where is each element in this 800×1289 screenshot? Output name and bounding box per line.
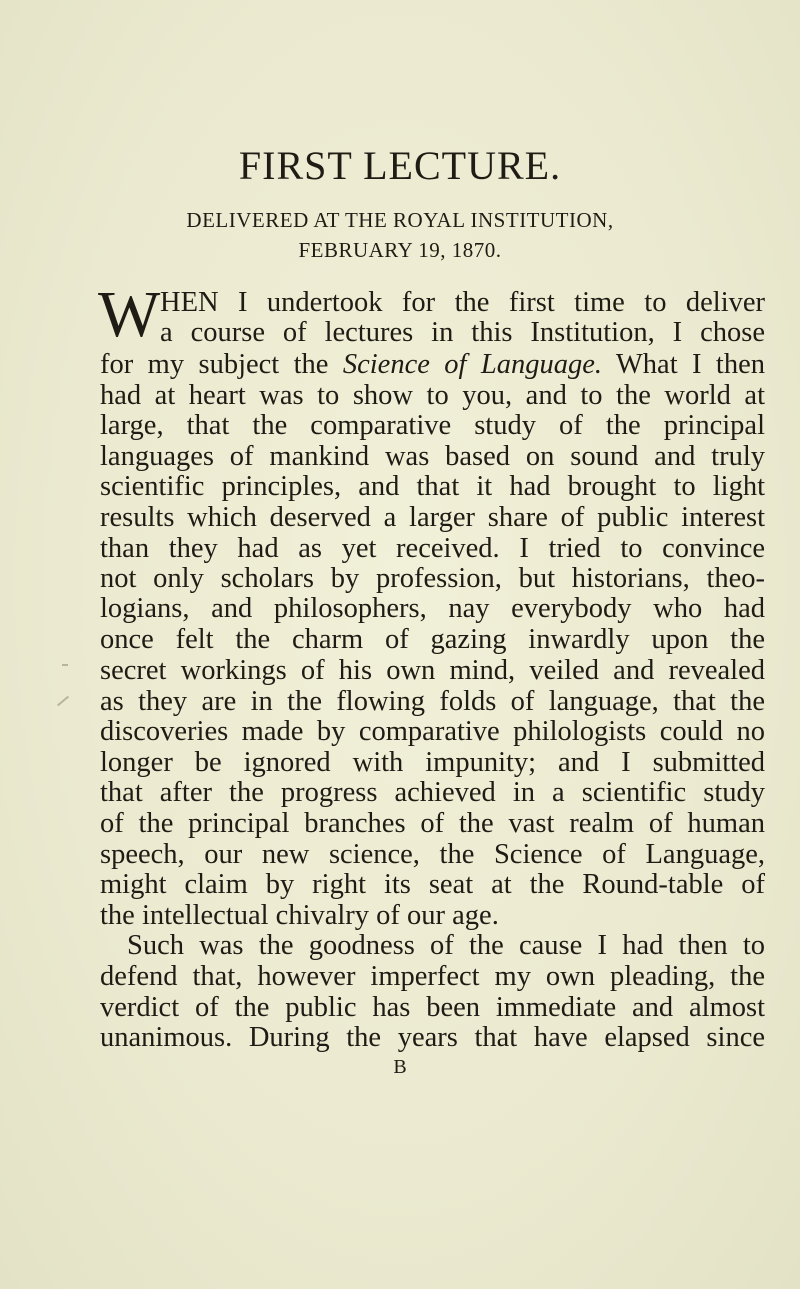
text-line-3-prefix: for my subject the xyxy=(100,349,343,380)
text-line-6: languages of mankind was based on sound and truly xyxy=(100,441,765,472)
text-line-8: results which deserved a larger share of public interest xyxy=(100,502,765,533)
text-line-25: unanimous. During the years that have elapsed since xyxy=(100,1022,765,1053)
text-line-7: scientific principles, and that it had brought to light xyxy=(100,471,765,502)
text-line-10: not only scholars by profession, but historians, theo- xyxy=(100,563,765,594)
drop-cap: W xyxy=(98,278,161,351)
margin-mark xyxy=(62,664,68,666)
text-line-19: speech, our new science, the Science of Language, xyxy=(100,839,765,870)
text-line-5: large, that the comparative study of the principal xyxy=(100,410,765,441)
margin-stroke xyxy=(57,696,69,707)
text-line-16: longer be ignored with impunity; and I submitted xyxy=(100,747,765,778)
text-line-24: verdict of the public has been immediate and almost xyxy=(100,992,765,1023)
text-line-15: discoveries made by comparative philologists could no xyxy=(100,716,765,747)
text-line-21: the intellectual chivalry of our age. xyxy=(100,900,499,931)
text-line-3-suffix: What I then xyxy=(602,349,766,380)
text-line-18: of the principal branches of the vast realm of human xyxy=(100,808,765,839)
text-line-9: than they had as yet received. I tried to convince xyxy=(100,533,765,564)
book-title-italic: Science of Language. xyxy=(342,349,602,380)
lecture-title: FIRST LECTURE. xyxy=(238,143,562,188)
text-line-11: logians, and philosophers, nay everybody who had xyxy=(100,593,765,624)
text-line-4: had at heart was to show to you, and to the world at xyxy=(100,380,765,411)
delivery-location: DELIVERED AT THE ROYAL INSTITUTION, xyxy=(186,208,614,232)
text-line-12: once felt the charm of gazing inwardly upon the xyxy=(100,624,765,655)
delivery-date: FEBRUARY 19, 1870. xyxy=(298,238,502,262)
text-line-17: that after the progress achieved in a scientific study xyxy=(100,777,765,808)
text-line-2: a course of lectures in this Institution, I chose xyxy=(160,317,765,348)
signature-mark: B xyxy=(393,1056,407,1078)
text-line-14: as they are in the flowing folds of language, that the xyxy=(100,686,765,717)
text-line-13: secret workings of his own mind, veiled and revealed xyxy=(100,655,765,686)
text-line-3 xyxy=(100,351,765,380)
text-line-22: Such was the goodness of the cause I had then to xyxy=(127,930,765,961)
text-line-20: might claim by right its seat at the Round-table of xyxy=(100,869,765,900)
text-line-23: defend that, however imperfect my own pleading, the xyxy=(100,961,765,992)
text-line-1: HEN I undertook for the first time to deliver xyxy=(160,287,765,318)
